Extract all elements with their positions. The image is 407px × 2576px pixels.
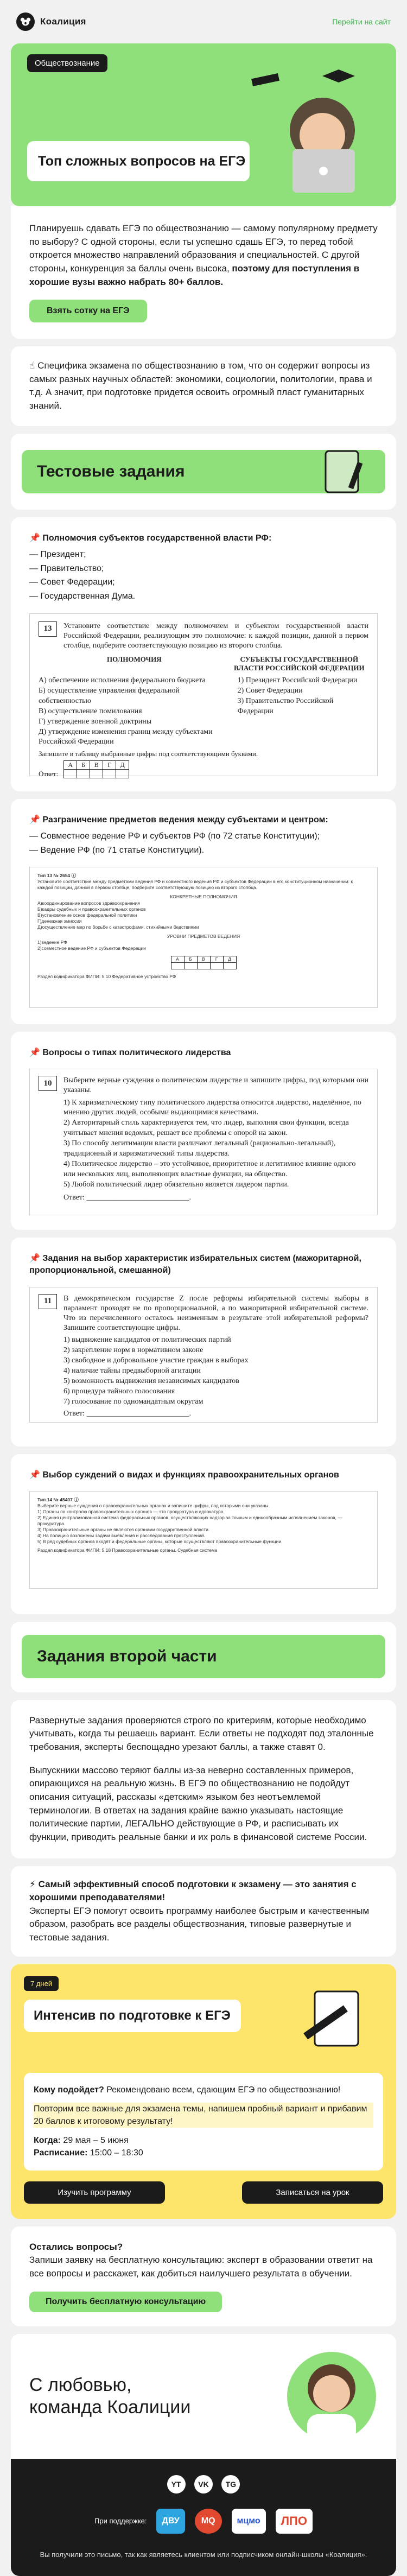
option-item: 1) Органы по контролю правоохранительных органов — это прокуратура и адвокатура. bbox=[37, 1509, 225, 1515]
option-item: 6) процедура тайного голосования bbox=[63, 1387, 175, 1395]
social-links bbox=[29, 2475, 378, 2493]
telegram-icon[interactable]: TG bbox=[221, 2475, 240, 2493]
source-line: Раздел кодификатора ФИПИ: 5.10 Федеративное устройство РФ bbox=[37, 973, 176, 979]
list-item: — Президент; bbox=[29, 550, 86, 560]
pencil-paper-icon bbox=[293, 1981, 374, 2057]
subject-tag: Обществознание bbox=[27, 54, 107, 72]
questions-card bbox=[11, 2226, 396, 2326]
task-number: 13 bbox=[39, 621, 57, 637]
study-program-button[interactable]: Изучить программу bbox=[24, 2181, 165, 2204]
partner-logo: MQ bbox=[195, 2509, 222, 2534]
option-item: 3) Правоохранительные органы не являются органами государственной власти. bbox=[37, 1527, 210, 1533]
task-text: Установите соответствие между предметами ведения РФ и совместного ведения РФ и субъектов Федерации в его конституционном назначении: к каждой позиции, данной в первом столбце, подберите соответствующую позицию из второго столбца. bbox=[37, 879, 353, 891]
left-item: Д) утверждение изменения границ между субъектами Российской Федерации bbox=[39, 727, 213, 746]
option-item: 2) Авторитарный стиль характеризуется тем, что лидер, выполняя свои функции, всегда учитывает мнения ведомых, решает все проблемы с опорой на закон. bbox=[63, 1119, 349, 1138]
when-text: 29 мая – 5 июня bbox=[60, 2136, 129, 2146]
intensive-banner bbox=[11, 1964, 396, 2073]
hero-banner bbox=[11, 43, 396, 206]
questions-title: Остались вопросы? bbox=[29, 2241, 123, 2252]
pointing-hand-icon: ☝ bbox=[29, 360, 35, 371]
jurisdiction-list bbox=[29, 829, 378, 857]
partner-logo: мцмо bbox=[232, 2509, 266, 2534]
top-header bbox=[0, 0, 407, 43]
part2-text-card bbox=[11, 1700, 396, 1858]
right-item: 2) Совет Федерации bbox=[237, 686, 303, 695]
letter-cell: В bbox=[90, 761, 103, 770]
option-item: 2) Единая централизованная система федеральных органов, осуществляющих надзор за точным и единообразным исполнением законов, — прокуратура. bbox=[37, 1515, 342, 1527]
get-100-button[interactable]: Взять сотку на ЕГЭ bbox=[29, 300, 147, 322]
option-item: 4) На полицию возложены задачи выявления и расследования преступлений. bbox=[37, 1533, 205, 1539]
option-item: 3) свободное и добровольное участие граждан в выборах bbox=[63, 1356, 249, 1365]
go-to-site-link[interactable]: Перейти на сайт bbox=[332, 17, 391, 26]
signoff-card bbox=[11, 2334, 396, 2459]
letter-cell: Б bbox=[77, 761, 90, 770]
option-item: 4) наличие тайны предвыборной агитации bbox=[63, 1366, 201, 1375]
hero-title: Топ сложных вопросов на ЕГЭ bbox=[27, 141, 250, 181]
answer-table bbox=[171, 956, 237, 969]
intro-bold: поэтому для поступления в хорошие вузы важно набрать 80+ баллов. bbox=[29, 263, 360, 287]
who-label: Кому подойдет? bbox=[34, 2085, 104, 2095]
vk-icon[interactable]: VK bbox=[194, 2475, 213, 2493]
tip-text: Эксперты ЕГЭ помогут освоить программу наиболее быстрым и качественным образом, разобрать все разделы обществознания, типовые развернутые и тестовые задания. bbox=[29, 1905, 370, 1943]
partner-logo: ЛПО bbox=[276, 2509, 313, 2534]
intro-text bbox=[29, 222, 378, 289]
task-text: В демократическом государстве Z после реформы избирательной системы выборы в парламент проходят не по пропорциональной, а по мажоритарной избирательной системе. Что из перечисленного осталось неизменным в результате этой избирательной реформы? Запишите соответствующие цифры. bbox=[63, 1294, 368, 1333]
letter-cell: Д bbox=[116, 761, 129, 770]
exam-task-image bbox=[29, 1491, 378, 1589]
part2-paragraph-2: Выпускники массово теряют баллы из-за неверно составленных примеров, опирающихся на реальную жизнь. В ЕГЭ по обществознанию не подойдут описания ситуаций, рассказы «детским» языком без неотъемлемой терминологии. В ответах на задания крайне важно указывать настоящие политические партии, ЛЕГАЛЬНО действующие в РФ, и расписывать их функции, приводить реальные банки и их роль в финансовой системе России. bbox=[29, 1765, 367, 1842]
task-text: Выберите верные суждения о политическом лидерстве и запишите цифры, под которыми они указаны. bbox=[63, 1076, 368, 1095]
right-item: 1) Президент Российской Федерации bbox=[237, 676, 358, 685]
instruction: Запишите в таблицу выбранные цифры под соответствующими буквами. bbox=[39, 750, 258, 758]
right-item: 3) Правительство Российской Федерации bbox=[237, 696, 334, 715]
left-item: Д)осуществление мер по борьбе с катастрофами, стихийными бедствиями bbox=[37, 924, 199, 930]
intensive-title: Интенсив по подготовке к ЕГЭ bbox=[24, 2000, 241, 2032]
option-item: 2) закрепление норм в нормативном законе bbox=[63, 1346, 204, 1355]
partner-logo: ДВУ bbox=[156, 2509, 185, 2534]
youtube-icon[interactable]: YT bbox=[167, 2475, 186, 2493]
left-item: А) обеспечение исполнения федерального бюджета bbox=[39, 676, 206, 685]
task-text: Установите соответствие между полномочием и субъектом государственной власти Российской Федерации, реализующим это полномочие: к каждой позиции, данной в первом столбце, подберите соответствующую позицию из второго столбца. bbox=[63, 621, 368, 650]
intensive-info bbox=[24, 2073, 383, 2171]
exam-task-image bbox=[29, 613, 378, 776]
option-item: 3) По способу легитимации власти различают легальный (рационально-легальный), традиционный и харизматический типы лидерства. bbox=[63, 1139, 336, 1158]
sign-up-button[interactable]: Записаться на урок bbox=[242, 2181, 383, 2204]
task-head: Тип 14 № 45407 ⓘ bbox=[37, 1497, 79, 1503]
left-item: А)координирование вопросов здравоохранения bbox=[37, 900, 140, 906]
note-text: Специфика экзамена по обществознанию в том, что он содержит вопросы из самых разных научных областей: экономики, социологии, политологии, права и т.д. А значит, при подготовке придется освоить огромный пласт гуманитарных знаний. bbox=[29, 360, 372, 411]
task-2-card bbox=[11, 799, 396, 1024]
task-title: 📌 Задания на выбор характеристик избирательных систем (мажоритарной, пропорциональной, смешанной) bbox=[29, 1253, 361, 1276]
letter-cell: Г bbox=[103, 761, 116, 770]
answer-label: Ответ: ___________________________. bbox=[63, 1409, 191, 1418]
section-title: Задания второй части bbox=[22, 1635, 385, 1678]
right-item: 2)совместное ведение РФ и субъектов Федерации bbox=[37, 945, 146, 951]
footer-disclaimer: Вы получили это письмо, так как являетесь клиентом или подписчиком онлайн-школы «Коалиция». bbox=[40, 2550, 367, 2559]
program-text: Повторим все важные для экзамена темы, напишем пробный вариант и прибавим 20 баллов к итоговому результату! bbox=[34, 2103, 373, 2128]
section-part-two bbox=[11, 1622, 396, 1692]
letter-cell: Г bbox=[210, 956, 223, 962]
col1-head: КОНКРЕТНЫЕ ПОЛНОМОЧИЯ bbox=[170, 894, 237, 900]
task-title: 📌 Вопросы о типах политического лидерства bbox=[29, 1048, 231, 1057]
intensive-details bbox=[11, 2073, 396, 2219]
intro-plain: Планируешь сдавать ЕГЭ по обществознанию — самому популярному предмету по выбору? С одной стороны, если ты успешно сдашь ЕГЭ, то перед тобой откроется множество направлений образования и специальностей. С другой стороны, конкуренция за баллы очень высока, bbox=[29, 223, 378, 274]
left-item: Б) осуществление управления федеральной собственностью bbox=[39, 686, 180, 705]
option-item: 7) голосование по одномандатным округам bbox=[63, 1397, 204, 1406]
answer-label: Ответ: ___________________________. bbox=[63, 1193, 191, 1202]
task-title: 📌 Выбор суждений о видах и функциях правоохранительных органов bbox=[29, 1470, 339, 1480]
exam-task-image bbox=[29, 867, 378, 1008]
answer-table bbox=[63, 760, 129, 778]
list-item: — Совместное ведение РФ и субъектов РФ (по 72 статье Конституции); bbox=[29, 832, 320, 841]
option-item: 1) выдвижение кандидатов от политических партий bbox=[63, 1336, 231, 1344]
intro-block bbox=[11, 206, 396, 339]
source-line: Раздел кодификатора ФИПИ: 5.18 Правоохранительные органы. Судебная система bbox=[37, 1547, 218, 1553]
option-item: 1) К харизматическому типу политического лидерства относится лидерство, наделённое, по мнению других людей, особыми выдающимися качествами. bbox=[63, 1098, 361, 1117]
notebook-icon bbox=[315, 446, 374, 498]
option-item: 5) Любой политический лидер обязательно является лидером партии. bbox=[63, 1180, 289, 1189]
when-label: Когда: bbox=[34, 2136, 61, 2146]
logo-text: Коалиция bbox=[40, 16, 86, 27]
team-avatar-illustration bbox=[285, 2350, 378, 2442]
student-laptop-illustration bbox=[241, 60, 382, 195]
exam-task-image bbox=[29, 1069, 378, 1215]
lightning-icon: ⚡ bbox=[29, 1879, 36, 1889]
left-item: В)установление основ федеральной политики bbox=[37, 912, 137, 918]
footer bbox=[11, 2459, 396, 2576]
logo[interactable] bbox=[16, 12, 86, 31]
left-item: В) осуществление помилования bbox=[39, 707, 142, 715]
part2-paragraph-1: Развернутые задания проверяются строго по критериям, которые необходимо учитывать, когда ты решаешь вариант. Если ответы не подходят под эталонные требования, эксперты беспощадно урезают баллы, а также ставят 0. bbox=[29, 1715, 374, 1753]
letter-cell: А bbox=[64, 761, 77, 770]
section-title: Тестовые задания bbox=[22, 450, 385, 493]
task-number: 10 bbox=[39, 1076, 57, 1091]
tip-card bbox=[11, 1866, 396, 1957]
task-1-card bbox=[11, 517, 396, 791]
task-3-card bbox=[11, 1032, 396, 1230]
letter-cell: В bbox=[197, 956, 210, 962]
task-head: Тип 13 № 2654 ⓘ bbox=[37, 873, 77, 879]
answer-label: Ответ: bbox=[39, 770, 59, 778]
signoff-line-1: С любовью, bbox=[29, 2374, 132, 2395]
col2-head: СУБЪЕКТЫ ГОСУДАРСТВЕННОЙ ВЛАСТИ РОССИЙСКОЙ ФЕДЕРАЦИИ bbox=[234, 655, 365, 672]
schedule-text: 15:00 – 18:30 bbox=[87, 2148, 143, 2158]
authority-list bbox=[29, 548, 378, 603]
free-consultation-button[interactable]: Получить бесплатную консультацию bbox=[29, 2292, 222, 2312]
col1-head: ПОЛНОМОЧИЯ bbox=[107, 655, 162, 664]
task-number: 11 bbox=[39, 1294, 57, 1309]
letter-cell: Д bbox=[223, 956, 236, 962]
list-item: — Ведение РФ (по 71 статье Конституции). bbox=[29, 845, 205, 855]
specifics-note bbox=[11, 346, 396, 426]
exam-task-image bbox=[29, 1287, 378, 1423]
task-title: 📌 Разграничение предметов ведения между субъектами и центром: bbox=[29, 815, 328, 824]
section-test-tasks bbox=[11, 434, 396, 510]
list-item: — Государственная Дума. bbox=[29, 591, 136, 601]
task-5-card bbox=[11, 1454, 396, 1614]
signoff-line-2: команда Коалиции bbox=[29, 2396, 191, 2418]
left-item: Б)кадры судебных и правоохранительных органов bbox=[37, 906, 146, 912]
right-item: 1)ведение РФ bbox=[37, 939, 67, 945]
left-item: Г) утверждение военной доктрины bbox=[39, 717, 152, 726]
duration-badge: 7 дней bbox=[24, 1976, 59, 1991]
list-item: — Совет Федерации; bbox=[29, 578, 115, 587]
left-item: Г)денежная эмиссия bbox=[37, 918, 82, 924]
task-text: Выберите верные суждения о правоохранительных органах и запишите цифры, под которыми они указаны. bbox=[37, 1503, 270, 1509]
task-title: 📌 Полномочия субъектов государственной власти РФ: bbox=[29, 533, 272, 543]
schedule-label: Расписание: bbox=[34, 2148, 88, 2158]
who-text: Рекомендовано всем, сдающим ЕГЭ по обществознанию! bbox=[104, 2085, 341, 2095]
task-4-card bbox=[11, 1238, 396, 1446]
letter-cell: Б bbox=[184, 956, 197, 962]
col2-head: УРОВНИ ПРЕДМЕТОВ ВЕДЕНИЯ bbox=[167, 933, 240, 939]
tip-title: Самый эффективный способ подготовки к экзамену — это занятия с хорошими преподавателями! bbox=[29, 1879, 357, 1903]
option-item: 5) В ряд судебных органов входят и федеральные органы, которые осуществляют правоохранительные функции. bbox=[37, 1539, 283, 1545]
option-item: 5) возможность выдвижения независимых кандидатов bbox=[63, 1376, 239, 1385]
koala-logo-icon bbox=[16, 12, 35, 31]
list-item: — Правительство; bbox=[29, 563, 104, 573]
partners-label: При поддержке: bbox=[94, 2517, 147, 2526]
letter-cell: А bbox=[171, 956, 184, 962]
option-item: 4) Политическое лидерство – это устойчивое, приоритетное и легитимное влияние одного или нескольких лиц, выполняющих властные функции, на общество. bbox=[63, 1159, 356, 1178]
questions-text: Запиши заявку на бесплатную консультацию: эксперт в образовании ответит на все вопросы и расскажет, как добиться наилучшего результата в обучении. bbox=[29, 2255, 373, 2279]
